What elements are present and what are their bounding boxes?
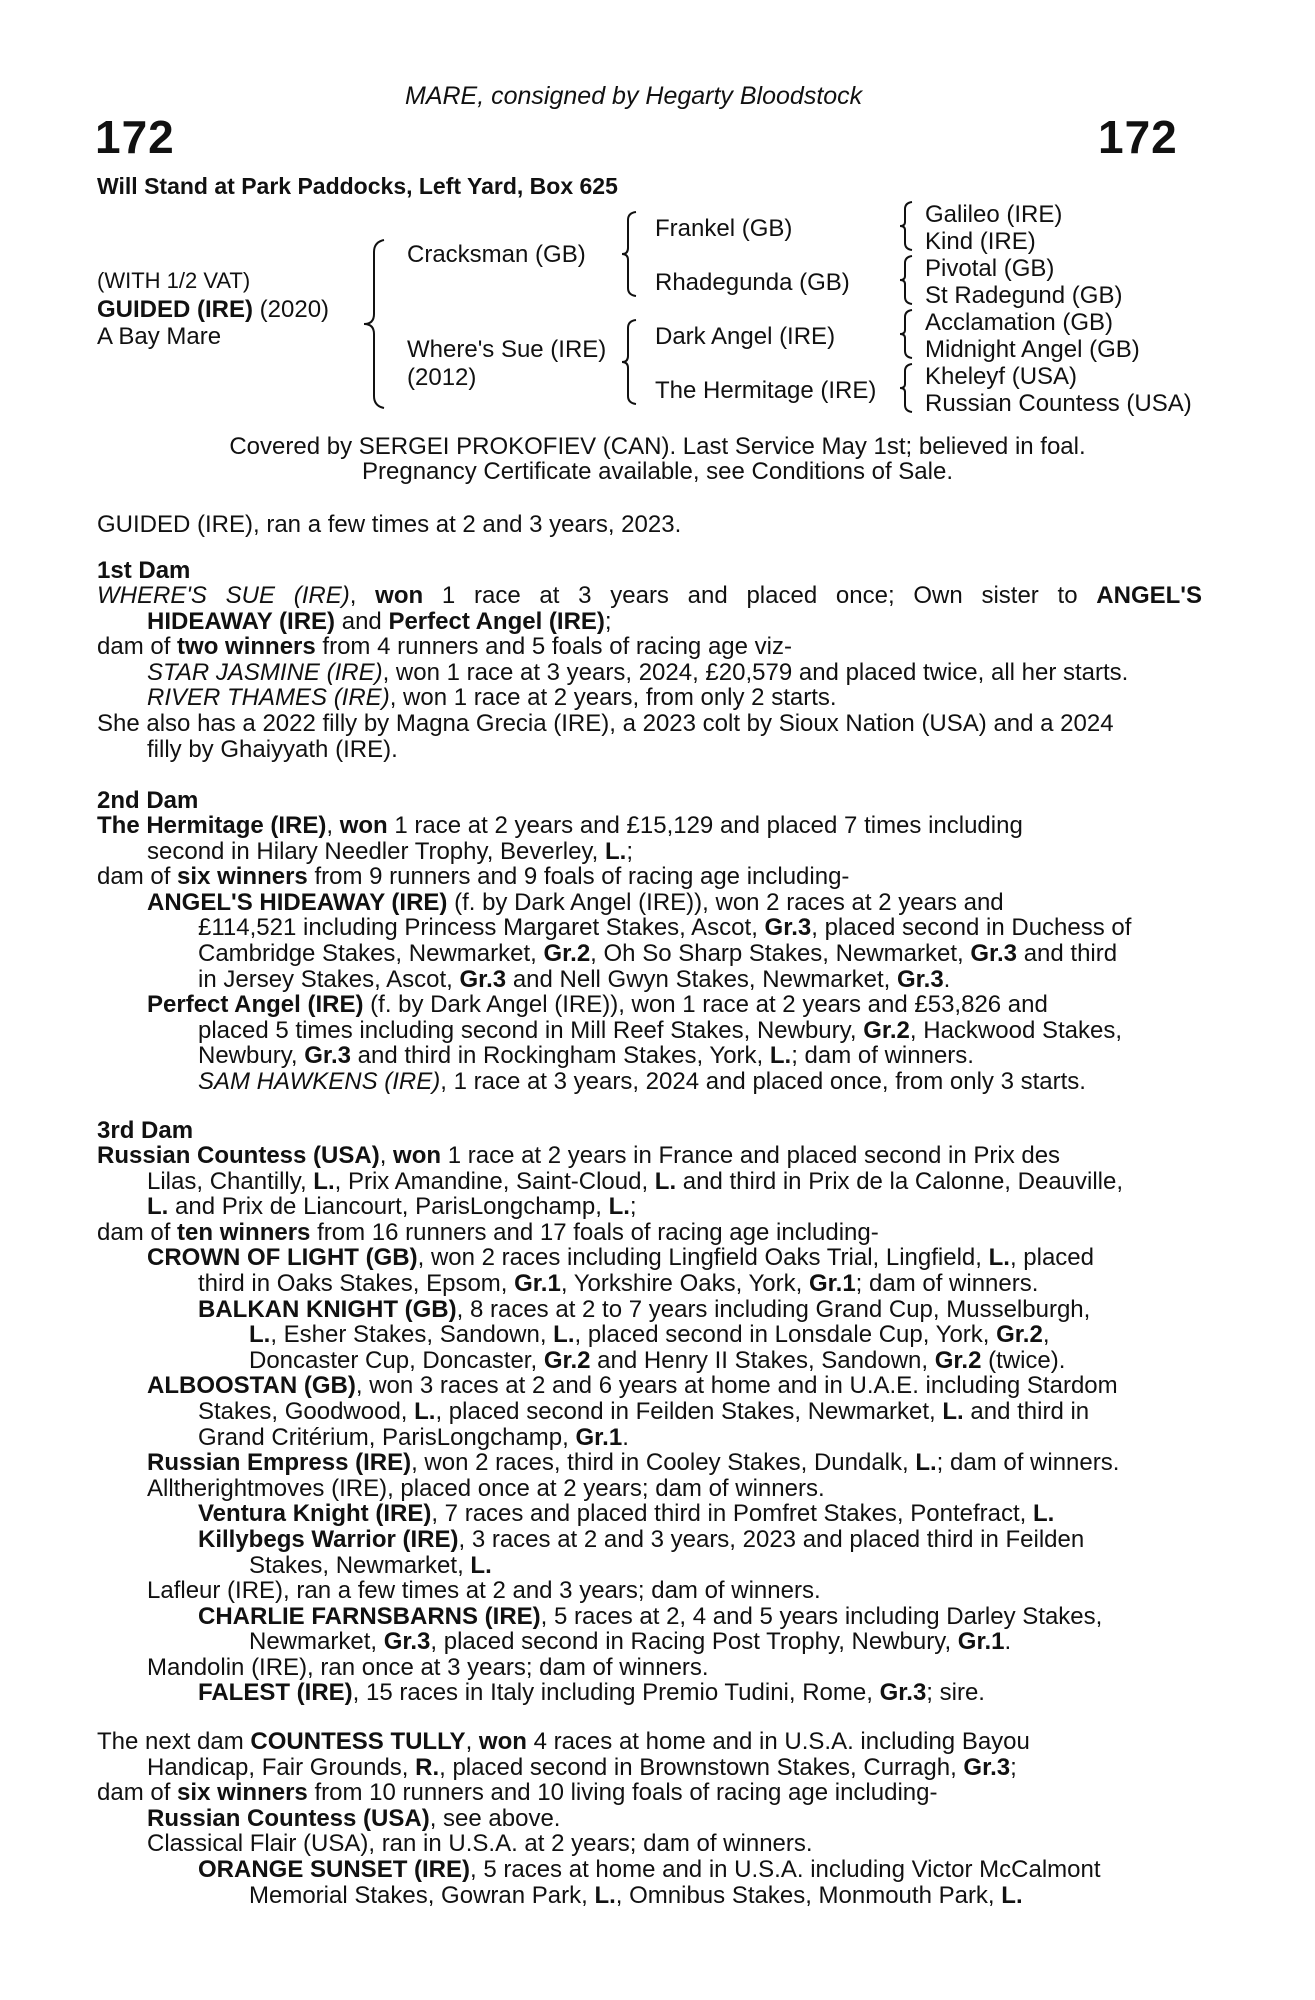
text: ,	[349, 582, 376, 609]
text: £114,521 including Princess Margaret Stakes, Ascot,	[198, 914, 765, 942]
text: from 9 runners and 9 foals of racing age including-	[307, 863, 850, 891]
first-dam-heading: 1st Dam	[97, 557, 191, 584]
text: and Henry II Stakes, Sandown,	[590, 1346, 935, 1374]
third-dam-line	[97, 1245, 1202, 1271]
text: , 5 races at home and in U.S.A. including Victor McCalmont	[470, 1855, 1101, 1883]
text: , Oh So Sharp Stakes, Newmarket,	[590, 939, 971, 967]
text: 1 race at 2 years in France and placed second in Prix des	[441, 1142, 1061, 1169]
first-dam-line	[97, 660, 1202, 686]
winners-count: ten winners	[177, 1218, 311, 1246]
second-dam-line	[97, 813, 1202, 839]
third-dam-line	[97, 1680, 1202, 1706]
text: and Prix de Liancourt, ParisLongchamp,	[168, 1193, 609, 1221]
grade: Gr.2	[543, 1346, 591, 1374]
offspring-name: Russian Empress (IRE)	[147, 1449, 412, 1477]
horse-name-line	[97, 296, 329, 324]
next-dam-line	[97, 1729, 1202, 1755]
consignor-line: MARE, consigned by Hegarty Bloodstock	[405, 82, 863, 110]
text: The next dam	[97, 1728, 251, 1755]
text: ; dam of winners.	[936, 1449, 1120, 1477]
third-dam-line	[97, 1373, 1202, 1399]
text: from 4 runners and 5 foals of racing age viz-	[315, 633, 792, 661]
grade: L.	[608, 1193, 630, 1221]
text: second in Hilary Needler Trophy, Beverley,	[147, 837, 605, 865]
text: Memorial Stakes, Gowran Park,	[249, 1881, 595, 1909]
offspring-name: RIVER THAMES (IRE)	[147, 684, 390, 712]
won-text: won	[393, 1142, 442, 1169]
text: ; dam of winners.	[791, 1042, 974, 1070]
third-dam-line	[97, 1220, 1202, 1246]
second-dam-line	[97, 1043, 1202, 1069]
won-text: won	[339, 812, 388, 839]
dam-name: WHERE'S SUE (IRE)	[97, 582, 350, 609]
text: 4 races at home and in U.S.A. including Bayou	[526, 1728, 1030, 1755]
grade: L.	[553, 1321, 575, 1349]
lot-number-right: 172	[1098, 111, 1178, 163]
grade: Gr.1	[957, 1628, 1005, 1656]
second-dam-line	[97, 1018, 1202, 1044]
third-dam-line: Lafleur (IRE), ran a few times at 2 and 3 years; dam of winners.	[147, 1577, 821, 1605]
text: Cambridge Stakes, Newmarket,	[198, 939, 544, 967]
text: , placed second in Feilden Stakes, Newmarket,	[435, 1397, 943, 1425]
sibling-name: HIDEAWAY (IRE)	[147, 607, 336, 635]
text: ;	[629, 1193, 637, 1221]
second-dam-line	[97, 839, 1202, 865]
text: and Nell Gwyn Stakes, Newmarket,	[506, 965, 897, 993]
second-dam-block	[97, 813, 1202, 1095]
grade: L.	[313, 1167, 335, 1195]
grade: L.	[915, 1449, 937, 1477]
second-dam-line	[97, 915, 1202, 941]
offspring-name: ORANGE SUNSET (IRE)	[198, 1855, 471, 1883]
dam-year: (2012)	[407, 364, 477, 391]
stand-location: Will Stand at Park Paddocks, Left Yard, Box 625	[97, 173, 618, 199]
text: ,	[465, 1728, 479, 1755]
text: , Prix Amandine, Saint-Cloud,	[334, 1167, 655, 1195]
gg-dsd: Midnight Angel (GB)	[925, 336, 1140, 363]
grade: Gr.3	[304, 1042, 351, 1070]
text: dam of	[97, 1218, 178, 1246]
text: , placed	[1009, 1244, 1094, 1272]
third-dam-line	[97, 1399, 1202, 1425]
text: ;	[626, 837, 633, 865]
offspring-name: Ventura Knight (IRE)	[198, 1500, 432, 1528]
text: (f. by Dark Angel (IRE)), won 1 race at 2 years and £53,826 and	[363, 991, 1048, 1019]
text: Grand Critérium, ParisLongchamp,	[198, 1423, 576, 1451]
dam: Where's Sue (IRE)	[407, 336, 607, 363]
gg-dds: Kheleyf (USA)	[925, 363, 1078, 390]
third-dam-line	[97, 1348, 1202, 1374]
text: ;	[604, 607, 612, 635]
next-dam-line	[97, 1806, 1202, 1832]
grade: L.	[594, 1881, 616, 1909]
grade: Gr.3	[383, 1628, 431, 1656]
text: ;	[1010, 1753, 1017, 1781]
third-dam-line	[97, 1297, 1202, 1323]
text: and third in Prix de la Calonne, Deauville,	[676, 1167, 1124, 1195]
text: (f. by Dark Angel (IRE)), won 2 races at 2 years and	[447, 888, 1004, 916]
grade: L.	[1032, 1500, 1055, 1528]
grade: L.	[414, 1397, 436, 1425]
gg-ddd: Russian Countess (USA)	[925, 390, 1192, 417]
text: and third in	[963, 1397, 1090, 1425]
winners-count: six winners	[177, 1779, 308, 1807]
sire-dam-brace	[362, 238, 392, 410]
grade: Gr.2	[863, 1016, 910, 1044]
sibling-name: ANGEL'S	[1096, 582, 1202, 609]
text: Newmarket,	[249, 1628, 384, 1656]
grade: L.	[769, 1042, 792, 1070]
second-dam-line	[97, 967, 1202, 993]
grade: Gr.2	[543, 939, 591, 967]
dam-dam: The Hermitage (IRE)	[655, 377, 877, 404]
text: , placed second in Lonsdale Cup, York,	[574, 1321, 997, 1349]
grade: Gr.2	[934, 1346, 982, 1374]
offspring-name: FALEST (IRE)	[198, 1679, 353, 1707]
text: , 3 races at 2 and 3 years, 2023 and placed third in Feilden	[458, 1525, 1085, 1553]
offspring-name: SAM HAWKENS (IRE)	[198, 1067, 441, 1095]
second-dam-line	[97, 992, 1202, 1018]
second-dam-line	[97, 1069, 1202, 1095]
first-dam-line	[97, 634, 1202, 660]
text: , Omnibus Stakes, Monmouth Park,	[615, 1881, 1002, 1909]
text: Doncaster Cup, Doncaster,	[249, 1346, 544, 1374]
third-dam-line	[97, 1194, 1202, 1220]
won-text: won	[375, 582, 424, 609]
dam-name: Russian Countess (USA)	[97, 1142, 380, 1169]
text: , Yorkshire Oaks, York,	[560, 1269, 809, 1297]
horse-description: A Bay Mare	[97, 323, 222, 350]
text: third in Oaks Stakes, Epsom,	[198, 1269, 515, 1297]
next-dam-line	[97, 1755, 1202, 1781]
covered-line-2: Pregnancy Certificate available, see Conditions of Sale.	[362, 458, 953, 485]
brace-ds	[898, 308, 918, 360]
next-dam-line	[97, 1857, 1202, 1883]
sire-sire: Frankel (GB)	[655, 215, 793, 242]
lot-number-left: 172	[95, 111, 175, 163]
grade: L.	[147, 1193, 169, 1221]
offspring-name: STAR JASMINE (IRE)	[147, 658, 383, 686]
horse-name: GUIDED (IRE)	[97, 296, 253, 323]
covered-line-1: Covered by SERGEI PROKOFIEV (CAN). Last Service May 1st; believed in foal.	[229, 433, 1086, 460]
horse-year: (2020)	[259, 296, 330, 323]
text: ,	[326, 812, 340, 839]
text: dam of	[97, 863, 178, 891]
text: , 5 races at 2, 4 and 5 years including Darley Stakes,	[540, 1602, 1103, 1630]
grade: Gr.1	[808, 1269, 856, 1297]
text: , won 2 races, third in Cooley Stakes, Dundalk,	[411, 1449, 916, 1477]
grade: Gr.3	[879, 1679, 927, 1707]
text: dam of	[97, 1779, 178, 1807]
third-dam-line	[97, 1527, 1202, 1553]
text: and third	[1017, 939, 1118, 967]
text: Stakes, Newmarket,	[249, 1551, 471, 1579]
grade: L.	[470, 1551, 492, 1579]
first-dam-line: She also has a 2022 filly by Magna Grecia (IRE), a 2023 colt by Sioux Nation (USA) and a 2024	[97, 709, 1114, 737]
third-dam-line: Alltherightmoves (IRE), placed once at 2 years; dam of winners.	[147, 1474, 825, 1502]
text: (twice).	[981, 1346, 1066, 1374]
second-dam-line	[97, 941, 1202, 967]
text: ,	[1042, 1321, 1050, 1349]
grade: L.	[654, 1167, 677, 1195]
gg-ssd: Kind (IRE)	[925, 228, 1036, 255]
next-dam-block	[97, 1729, 1202, 1908]
grade: Gr.3	[764, 914, 812, 942]
text: , won 2 races including Lingfield Oaks Trial, Lingfield,	[417, 1244, 989, 1272]
dam-sire: Dark Angel (IRE)	[655, 323, 836, 350]
text: , won 1 race at 2 years, from only 2 starts.	[389, 684, 837, 712]
text: , placed second in Racing Post Trophy, Newbury,	[430, 1628, 958, 1656]
dam-brace	[620, 318, 642, 406]
grade: Gr.3	[963, 1753, 1011, 1781]
offspring-name: CHARLIE FARNSBARNS (IRE)	[198, 1602, 541, 1630]
second-dam-line	[97, 890, 1202, 916]
first-dam-line	[97, 609, 1202, 635]
text: from 16 runners and 17 foals of racing age including-	[310, 1218, 879, 1246]
dam-name: The Hermitage (IRE)	[97, 812, 327, 839]
grade: L.	[249, 1321, 271, 1349]
third-dam-line	[97, 1143, 1202, 1169]
text: .	[943, 965, 951, 993]
next-dam-line	[97, 1883, 1202, 1909]
third-dam-line	[97, 1604, 1202, 1630]
grade: R.	[415, 1753, 440, 1781]
text: ,	[379, 1142, 394, 1169]
brace-ss	[898, 200, 918, 252]
text: dam of	[97, 633, 178, 661]
winners-count: six winners	[177, 863, 308, 891]
gg-dss: Acclamation (GB)	[925, 309, 1114, 336]
text: , 8 races at 2 to 7 years including Grand Cup, Musselburgh,	[456, 1295, 1091, 1323]
first-dam-line	[97, 685, 1202, 711]
next-dam-line	[97, 1780, 1202, 1806]
sire-dam: Rhadegunda (GB)	[655, 269, 850, 296]
text: , see above.	[429, 1804, 561, 1832]
third-dam-line	[97, 1169, 1202, 1195]
offspring-name: ALBOOSTAN (GB)	[147, 1372, 356, 1400]
text: in Jersey Stakes, Ascot,	[198, 965, 460, 993]
text: and	[335, 607, 389, 635]
grade: Gr.3	[970, 939, 1018, 967]
third-dam-block	[97, 1143, 1202, 1706]
brace-dd	[898, 362, 918, 414]
third-dam-line	[97, 1553, 1202, 1579]
third-dam-line	[97, 1501, 1202, 1527]
text: Handicap, Fair Grounds,	[147, 1753, 416, 1781]
third-dam-heading: 3rd Dam	[97, 1117, 194, 1144]
text: Lilas, Chantilly,	[147, 1167, 314, 1195]
grade: L.	[942, 1397, 964, 1425]
text: , Esher Stakes, Sandown,	[270, 1321, 554, 1349]
third-dam-line	[97, 1271, 1202, 1297]
third-dam-line	[97, 1450, 1202, 1476]
grade: Gr.3	[459, 965, 507, 993]
third-dam-line: Mandolin (IRE), ran once at 3 years; dam of winners.	[147, 1653, 709, 1681]
vat-note: (WITH 1/2 VAT)	[97, 268, 251, 293]
sibling-name: Perfect Angel (IRE)	[388, 607, 605, 635]
grade: Gr.1	[575, 1423, 623, 1451]
next-dam-line: Classical Flair (USA), ran in U.S.A. at 2 years; dam of winners.	[147, 1830, 813, 1858]
offspring-name: Killybegs Warrior (IRE)	[198, 1525, 459, 1553]
text: , placed second in Duchess of	[811, 914, 1132, 942]
brace-sd	[898, 254, 918, 306]
text: .	[1004, 1628, 1012, 1656]
won-text: won	[478, 1728, 527, 1755]
text: , placed second in Brownstown Stakes, Curragh,	[439, 1753, 964, 1781]
grade: Gr.1	[514, 1269, 561, 1297]
text: , won 1 race at 3 years, 2024, £20,579 and placed twice, all her starts.	[382, 658, 1129, 686]
text: , won 3 races at 2 and 6 years at home and in U.A.E. including Stardom	[355, 1372, 1118, 1400]
grade: L.	[604, 837, 627, 865]
offspring-name: Perfect Angel (IRE)	[147, 991, 364, 1019]
dam-name: COUNTESS TULLY	[250, 1728, 466, 1755]
text: from 10 runners and 10 living foals of racing age including-	[307, 1779, 938, 1807]
first-dam-line	[97, 583, 1202, 609]
text: placed 5 times including second in Mill Reef Stakes, Newbury,	[198, 1016, 864, 1044]
winners-count: two winners	[177, 633, 316, 661]
horse-record: GUIDED (IRE), ran a few times at 2 and 3 years, 2023.	[97, 511, 682, 538]
text: , 1 race at 3 years, 2024 and placed once, from only 3 starts.	[440, 1067, 1086, 1095]
text: and third in Rockingham Stakes, York,	[350, 1042, 770, 1070]
offspring-name: ANGEL'S HIDEAWAY (IRE)	[147, 888, 448, 916]
grade: Gr.2	[996, 1321, 1043, 1349]
sire: Cracksman (GB)	[407, 241, 586, 268]
third-dam-line	[97, 1425, 1202, 1451]
text: 1 race at 2 years and £15,129 and placed 7 times including	[387, 812, 1023, 839]
text: .	[622, 1423, 629, 1451]
second-dam-line	[97, 864, 1202, 890]
third-dam-line	[97, 1322, 1202, 1348]
text: ; dam of winners.	[855, 1269, 1039, 1297]
offspring-name: CROWN OF LIGHT (GB)	[147, 1244, 418, 1272]
text: , Hackwood Stakes,	[909, 1016, 1123, 1044]
gg-sss: Galileo (IRE)	[925, 201, 1063, 228]
first-dam-block	[97, 583, 1202, 762]
text: Stakes, Goodwood,	[198, 1397, 415, 1425]
text: , 15 races in Italy including Premio Tudini, Rome,	[352, 1679, 880, 1707]
grade: L.	[988, 1244, 1010, 1272]
grade: L.	[1001, 1881, 1023, 1909]
text: ; sire.	[926, 1679, 985, 1707]
offspring-name: BALKAN KNIGHT (GB)	[198, 1295, 457, 1323]
second-dam-heading: 2nd Dam	[97, 787, 199, 814]
first-dam-line: filly by Ghaiyyath (IRE).	[147, 735, 398, 763]
text: , 7 races and placed third in Pomfret Stakes, Pontefract,	[431, 1500, 1033, 1528]
third-dam-line	[97, 1629, 1202, 1655]
text: Newbury,	[198, 1042, 305, 1070]
offspring-name: Russian Countess (USA)	[147, 1804, 430, 1832]
grade: Gr.3	[896, 965, 944, 993]
sire-brace	[620, 210, 642, 298]
gg-sdd: St Radegund (GB)	[925, 282, 1123, 309]
gg-sds: Pivotal (GB)	[925, 255, 1055, 282]
text: 1 race at 3 years and placed once; Own sister to	[423, 582, 1097, 609]
